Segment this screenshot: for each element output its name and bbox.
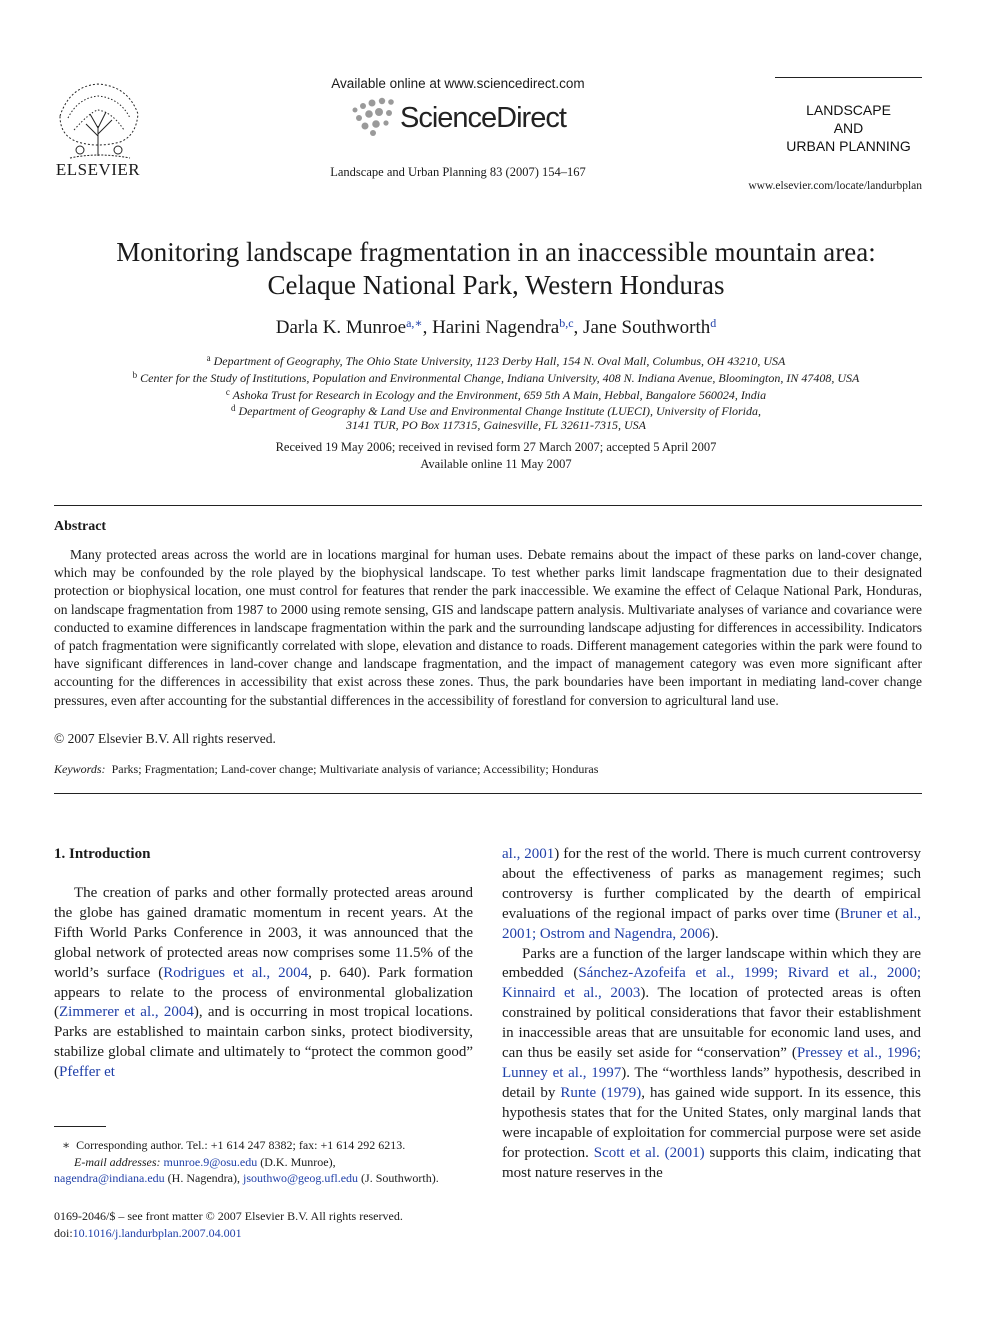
issn-line: 0169-2046/$ – see front matter © 2007 Elsevier B.V. All rights reserved. [54, 1209, 403, 1223]
email-link[interactable]: jsouthwo@geog.ufl.edu [242, 1171, 359, 1185]
citation-link[interactable]: Bruner et al., 2001; Ostrom and Nagendra, 2006 [502, 905, 921, 942]
citation-link[interactable]: al., 2001 [502, 846, 555, 862]
available-date: Available online 11 May 2007 [420, 457, 572, 471]
article-title-line: Monitoring landscape fragmentation in an inaccessible mountain area: [116, 237, 876, 267]
email-owner: (D.K. Munroe), [257, 1154, 336, 1169]
doi-line [54, 1225, 473, 1242]
affiliation-marker: c [225, 387, 230, 397]
footnote-marker: ∗ [62, 1138, 71, 1152]
email-link[interactable]: munroe.9@osu.edu [163, 1154, 258, 1169]
publisher-name: ELSEVIER [55, 160, 141, 179]
keywords-list: Parks; Fragmentation; Land-cover change; Multivariate analysis of variance; Accessibility; Honduras [111, 762, 599, 776]
text-run: ) for the rest of the world. There is much current controversy about the effectiveness of parks as management regimes; such controversy is further complicated by the dearth of empirical evaluations of the regional impact of parks over time ( [502, 846, 922, 922]
author-affiliation-link[interactable]: b,c [559, 316, 574, 330]
text-run: ). The “worthless lands” hypothesis, described in detail by [502, 1064, 921, 1101]
author-list [60, 316, 932, 339]
keywords-line [54, 762, 598, 777]
affiliation-text: Department of Geography & Land Use and Environmental Change Institute (LUECI), University of Florida, [238, 404, 761, 418]
journal-title-line: LANDSCAPE [806, 102, 891, 118]
email-owner: (J. Southworth). [358, 1171, 439, 1185]
journal-title-rule [775, 77, 922, 78]
text-run: ). [709, 925, 719, 942]
citation-link[interactable]: Rodrigues et al., 2004 [163, 964, 309, 981]
paragraph [54, 884, 473, 1083]
journal-url-link[interactable]: www.elsevier.com/locate/landurbplan [748, 180, 922, 192]
text-run: , has gained wide support. In its essence, this hypothesis states that for the United States, only marginal lands that were incapable of exploitation for commercial purpose were set aside for protection. [502, 1084, 921, 1161]
paragraph [502, 945, 921, 1184]
text-run: supports this claim, indicating that most nature reserves in the [502, 1144, 922, 1181]
affiliation-marker: a [206, 353, 211, 363]
article-title [60, 236, 932, 302]
sciencedirect-wordmark: ScienceDirect [400, 102, 566, 134]
affiliation-text: Ashoka Trust for Research in Ecology and the Environment, 659 5th A Main, Hebbal, Bangalore 560024, India [232, 388, 767, 402]
email-note [54, 1170, 473, 1187]
footnotes [54, 1137, 473, 1187]
paragraph [502, 845, 921, 945]
citation-link[interactable]: Pfeffer et [59, 1064, 115, 1081]
citation-link[interactable]: Pressey et al., 1996; Lunney et al., 1997 [502, 1045, 921, 1081]
journal-citation: Landscape and Urban Planning 83 (2007) 154–167 [330, 165, 586, 179]
doi-prefix: doi: [54, 1225, 73, 1240]
abstract-bottom-rule [54, 793, 922, 794]
citation-link[interactable]: Scott et al. (2001) [593, 1144, 705, 1161]
text-run: ). The location of protected areas is often constrained by political considerations that favor their establishment in inaccessible areas that are unsuitable for economic land uses, and can thus be easily set aside for “conservation” ( [502, 985, 921, 1062]
text-run: ), and is occurring in most tropical locations. Parks are established to maintain carbon sinks, protect biodiversity, stabilize global climate and ultimately to “protect the common good” ( [54, 1004, 473, 1081]
email-link[interactable]: nagendra@indiana.edu [54, 1171, 165, 1185]
abstract-heading: Abstract [54, 519, 107, 534]
affiliation-text: 3141 TUR, PO Box 117315, Gainesville, FL 32611-7315, USA [346, 418, 646, 432]
footnote-rule [54, 1126, 106, 1127]
front-matter [54, 1208, 473, 1241]
keywords-label: Keywords: [54, 762, 106, 776]
footnote-text: Corresponding author. Tel.: +1 614 247 8382; fax: +1 614 292 6213. [76, 1138, 406, 1152]
article-title-line: Celaque National Park, Western Honduras [267, 270, 725, 300]
abstract-body: Many protected areas across the world are in locations marginal for human uses. Debate remains about the impact of these parks on land-cover change, which may be confounded by the role played by the biophysical landscape. To test whether parks limit landscape fragmentation due to their designated protection or biophysical location, one must control for features that render the park inaccessible. We examine the effect of Celaque National Park, Honduras, on landscape fragmentation from 1987 to 2000 using remote sensing, GIS and landscape pattern analysis. Multivariate analyses of variance and covariance were conducted to examine differences in landscape fragmentation within the park and the surrounding landscape adjusting for differences in accessibility. Indicators of patch fragmentation were significantly correlated with slope, elevation and distance to roads. Different management categories within the park were found to have significant differences in land-cover change and landscape fragmentation, and the impact of management category was even more significant after accounting for the differences in accessibility that exist across these zones. Thus, the park boundaries have been important in mediating land-cover change pressures, even after accounting for the substantial differences in the accessibility of forestland for conversion to agricultural land use. [54, 547, 922, 708]
abstract-top-rule [54, 505, 922, 506]
text-run: Parks are a function of the larger landscape within which they are embedded ( [502, 945, 921, 982]
email-label: E-mail addresses: [74, 1154, 161, 1169]
author-name: Darla K. Munroe [275, 317, 407, 338]
affiliation-text: Department of Geography, The Ohio State University, 1123 Derby Hall, 154 N. Oval Mall, Columbus, OH 43210, USA [213, 354, 786, 368]
right-column [502, 845, 921, 1183]
author-name: Harini Nagendra [432, 317, 560, 338]
affiliation [60, 417, 932, 433]
section-heading-introduction: 1. Introduction [54, 846, 151, 862]
abstract-copyright: © 2007 Elsevier B.V. All rights reserved. [54, 731, 276, 746]
doi-link[interactable]: 10.1016/j.landurbplan.2007.04.001 [72, 1225, 242, 1240]
citation-link[interactable]: Runte (1979) [560, 1084, 642, 1101]
author-name: Jane Southworth [583, 317, 711, 338]
affiliation-marker: d [231, 403, 236, 413]
journal-title [775, 101, 922, 155]
affiliation-text: Center for the Study of Institutions, Population and Environmental Change, Indiana University, 408 N. Indiana Avenue, Bloomington, IN 47408, USA [140, 371, 860, 385]
text-run: , p. 640). Park formation appears to relate to the process of environmental globalization ( [54, 964, 473, 1021]
citation-link[interactable]: Zimmerer et al., 2004 [59, 1004, 194, 1021]
author-separator: , [422, 317, 433, 338]
author-affiliation-link[interactable]: d [710, 316, 717, 330]
article-dates [60, 439, 932, 473]
email-note [54, 1154, 473, 1171]
left-column [54, 884, 473, 1083]
author-separator: , [573, 317, 584, 338]
journal-title-line: AND [833, 120, 864, 136]
affiliation-marker: b [132, 370, 138, 380]
citation-link[interactable]: Sánchez-Azofeifa et al., 1999; Rivard et al., 2000; Kinnaird et al., 2003 [502, 965, 921, 1002]
email-owner: (H. Nagendra), [164, 1171, 243, 1185]
text-run: The creation of parks and other formally protected areas around the globe has gained dramatic momentum in recent years. At the Fifth World Parks Conference in 2003, it was announced that the global network of protected areas now comprises some 11.5% of the world’s surface ( [54, 885, 473, 981]
author-affiliation-link[interactable]: a,∗ [406, 316, 423, 330]
available-online-text: Available online at www.sciencedirect.com [331, 76, 585, 91]
received-dates: Received 19 May 2006; received in revised form 27 March 2007; accepted 5 April 2007 [275, 440, 717, 454]
corresponding-author-note [54, 1137, 473, 1154]
journal-title-line: URBAN PLANNING [786, 138, 911, 154]
